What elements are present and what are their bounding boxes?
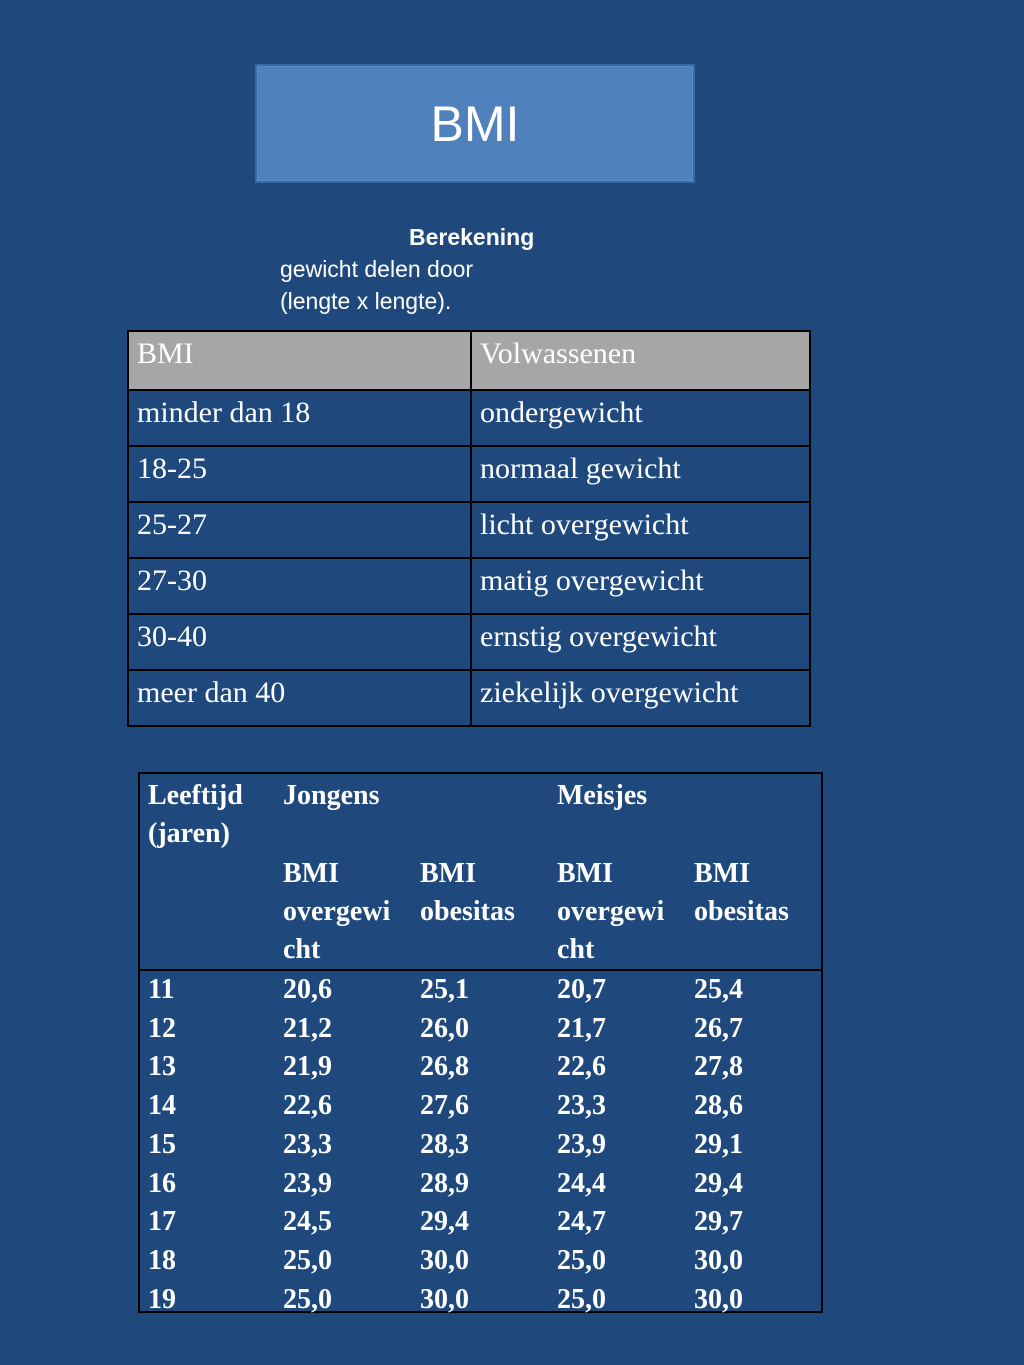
- table-row: [140, 1242, 821, 1281]
- girls-obese-cell: 28,6: [694, 1090, 743, 1122]
- kids-table-body: [140, 970, 821, 1319]
- table-row: [128, 614, 810, 670]
- age-cell: 18: [148, 1244, 176, 1276]
- table-row: [140, 1010, 821, 1049]
- kids-header-boys-obese: [412, 855, 549, 970]
- boys-overweight-cell: 21,2: [283, 1012, 332, 1044]
- calculation-heading: Berekening: [409, 224, 535, 250]
- boys-obese-cell: 28,9: [420, 1167, 469, 1199]
- adult-table-header-row: [128, 331, 810, 390]
- boys-overweight-cell: 21,9: [283, 1051, 332, 1083]
- age-cell: 19: [148, 1283, 176, 1315]
- girls-overweight-cell: 21,7: [557, 1012, 606, 1044]
- table-row: [140, 1126, 821, 1165]
- girls-overweight-cell: 24,4: [557, 1167, 606, 1199]
- age-cell: 15: [148, 1128, 176, 1160]
- adult-cell-range: meer dan 40: [128, 670, 471, 726]
- kids-header-text: cht: [283, 934, 321, 965]
- age-cell: 16: [148, 1167, 176, 1199]
- girls-obese-cell: 29,1: [694, 1128, 743, 1160]
- calculation-line-1: gewicht delen door: [280, 256, 474, 282]
- table-row: [140, 1087, 821, 1126]
- girls-obese-cell: 25,4: [694, 974, 743, 1005]
- adult-bmi-table: [127, 330, 811, 727]
- age-cell: 12: [148, 1012, 176, 1044]
- adult-cell-category: matig overgewicht: [471, 558, 810, 614]
- girls-obese-cell: 30,0: [694, 1244, 743, 1276]
- kids-header-boys-overweight: [275, 855, 412, 970]
- adult-cell-range: 30-40: [128, 614, 471, 670]
- kids-header-empty: [412, 774, 549, 855]
- adult-cell-category: ziekelijk overgewicht: [471, 670, 810, 726]
- boys-overweight-cell: 23,3: [283, 1128, 332, 1160]
- boys-overweight-cell: 25,0: [283, 1244, 332, 1276]
- kids-header-text: overgewi: [283, 896, 391, 927]
- boys-overweight-cell: 25,0: [283, 1283, 332, 1315]
- adult-header-volwassenen: Volwassenen: [471, 331, 810, 390]
- table-row: [140, 970, 821, 1010]
- kids-header-age-line1: Leeftijd: [148, 780, 243, 811]
- kids-header-text: BMI: [420, 858, 476, 889]
- kids-header-age: [140, 774, 275, 855]
- boys-obese-cell: 29,4: [420, 1206, 469, 1238]
- girls-obese-cell: 29,4: [694, 1167, 743, 1199]
- adult-cell-range: 27-30: [128, 558, 471, 614]
- girls-overweight-cell: 25,0: [557, 1283, 606, 1315]
- adult-cell-category: normaal gewicht: [471, 446, 810, 502]
- table-row: [140, 1165, 821, 1204]
- girls-obese-cell: 26,7: [694, 1012, 743, 1044]
- age-cell: 14: [148, 1090, 176, 1122]
- kids-header-age-line2: (jaren): [148, 818, 230, 849]
- adult-cell-range: minder dan 18: [128, 390, 471, 446]
- table-row: [140, 1281, 821, 1320]
- boys-obese-cell: 26,8: [420, 1051, 469, 1083]
- boys-obese-cell: 30,0: [420, 1283, 469, 1315]
- kids-header-empty: [140, 855, 275, 970]
- table-row: [128, 502, 810, 558]
- kids-header-text: obesitas: [694, 896, 789, 927]
- page-title: BMI: [430, 95, 520, 152]
- girls-overweight-cell: 24,7: [557, 1206, 606, 1238]
- kids-header-text: BMI: [283, 858, 339, 889]
- girls-obese-cell: 29,7: [694, 1206, 743, 1238]
- kids-header-girls: Meisjes: [557, 780, 648, 811]
- boys-obese-cell: 26,0: [420, 1012, 469, 1044]
- table-row: [140, 1203, 821, 1242]
- adult-cell-range: 25-27: [128, 502, 471, 558]
- girls-obese-cell: 30,0: [694, 1283, 743, 1315]
- girls-overweight-cell: 22,6: [557, 1051, 606, 1083]
- adult-cell-range: 18-25: [128, 446, 471, 502]
- boys-obese-cell: 25,1: [420, 974, 469, 1005]
- girls-overweight-cell: 20,7: [557, 974, 606, 1005]
- boys-overweight-cell: 24,5: [283, 1206, 332, 1238]
- table-row: [128, 446, 810, 502]
- age-cell: 13: [148, 1051, 176, 1083]
- boys-overweight-cell: 20,6: [283, 974, 332, 1005]
- table-row: [140, 1048, 821, 1087]
- boys-obese-cell: 27,6: [420, 1090, 469, 1122]
- kids-header-text: BMI: [557, 858, 613, 889]
- kids-header-girls-obese: [686, 855, 821, 970]
- age-cell: 11: [148, 974, 175, 1005]
- kids-header-empty: [686, 774, 821, 855]
- kids-header-text: obesitas: [420, 896, 515, 927]
- adult-cell-category: ernstig overgewicht: [471, 614, 810, 670]
- adult-cell-category: ondergewicht: [471, 390, 810, 446]
- calculation-line-2: (lengte x lengte).: [280, 288, 452, 314]
- table-row: [128, 390, 810, 446]
- girls-overweight-cell: 23,3: [557, 1090, 606, 1122]
- boys-obese-cell: 30,0: [420, 1244, 469, 1276]
- adult-cell-category: licht overgewicht: [471, 502, 810, 558]
- kids-bmi-table-frame: [138, 772, 823, 1313]
- table-row: [128, 670, 810, 726]
- table-row: [128, 558, 810, 614]
- girls-obese-cell: 27,8: [694, 1051, 743, 1083]
- kids-header-row-groups: [140, 774, 821, 855]
- kids-header-text: cht: [557, 934, 595, 965]
- kids-header-girls-overweight: [549, 855, 686, 970]
- kids-header-text: BMI: [694, 858, 750, 889]
- title-box: [255, 64, 695, 183]
- kids-bmi-table: [140, 774, 821, 1319]
- girls-overweight-cell: 23,9: [557, 1128, 606, 1160]
- kids-header-boys: Jongens: [283, 780, 380, 811]
- girls-overweight-cell: 25,0: [557, 1244, 606, 1276]
- boys-overweight-cell: 22,6: [283, 1090, 332, 1122]
- adult-header-bmi: BMI: [128, 331, 471, 390]
- kids-header-row-measures: [140, 855, 821, 970]
- age-cell: 17: [148, 1206, 176, 1238]
- boys-obese-cell: 28,3: [420, 1128, 469, 1160]
- kids-header-text: overgewi: [557, 896, 665, 927]
- boys-overweight-cell: 23,9: [283, 1167, 332, 1199]
